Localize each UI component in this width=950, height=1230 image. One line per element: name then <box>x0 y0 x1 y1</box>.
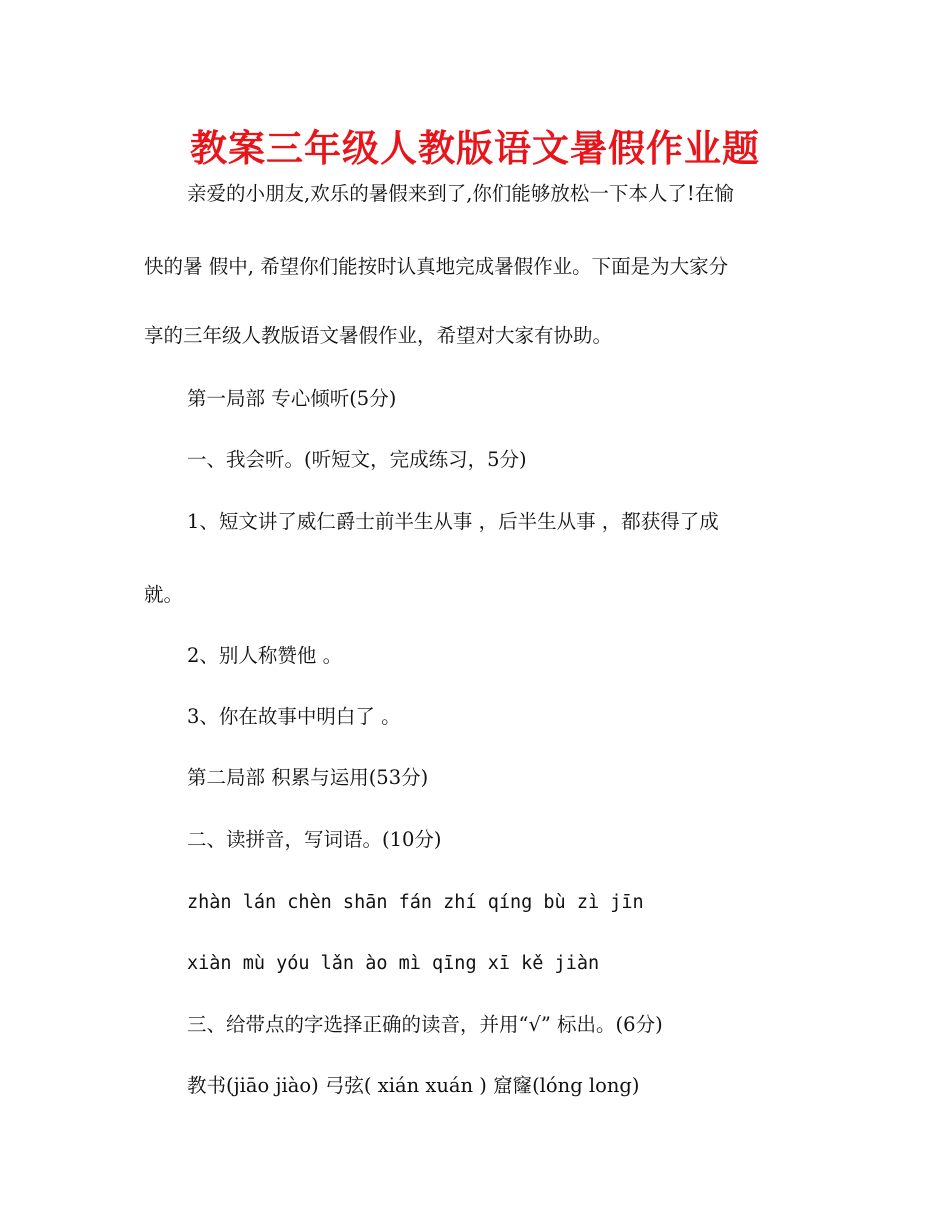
question-heading-2: 二、读拼音，写词语。(10分) <box>187 828 442 851</box>
question-item-1: 1、短文讲了威仁爵士前半生从事 ，后半生从事 ，都获得了成 <box>187 510 719 533</box>
question-heading-1: 一、我会听。(听短文，完成练习，5分) <box>187 448 527 471</box>
pinyin-line-1: zhàn lán chèn shān fán zhí qíng bù zì jīn <box>187 892 644 913</box>
question-item-3: 3、你在故事中明白了 。 <box>187 705 401 728</box>
paragraph-line-3: 享的三年级人教版语文暑假作业，希望对大家有协助。 <box>144 324 613 347</box>
question-item-2: 2、别人称赞他 。 <box>187 644 343 667</box>
question-item-pronunciation: 教书(jiāo jiào) 弓弦( xián xuán ) 窟窿(lóng long) <box>187 1074 640 1097</box>
document-title: 教案三年级人教版语文暑假作业题 <box>190 126 760 170</box>
question-item-1-continued: 就。 <box>144 583 184 606</box>
question-heading-3: 三、给带点的字选择正确的读音，并用“√” 标出。(6分) <box>187 1013 663 1036</box>
section-heading-2: 第二局部 积累与运用(53分) <box>187 766 429 789</box>
paragraph-line-2: 快的暑 假中, 希望你们能按时认真地完成暑假作业。下面是为大家分 <box>144 255 729 278</box>
section-heading-1: 第一局部 专心倾听(5分) <box>187 387 397 410</box>
pinyin-line-2: xiàn mù yóu lǎn ào mì qīng xī kě jiàn <box>187 953 600 974</box>
paragraph-line-1: 亲爱的小朋友,欢乐的暑假来到了,你们能够放松一下本人了!在愉 <box>187 182 734 205</box>
